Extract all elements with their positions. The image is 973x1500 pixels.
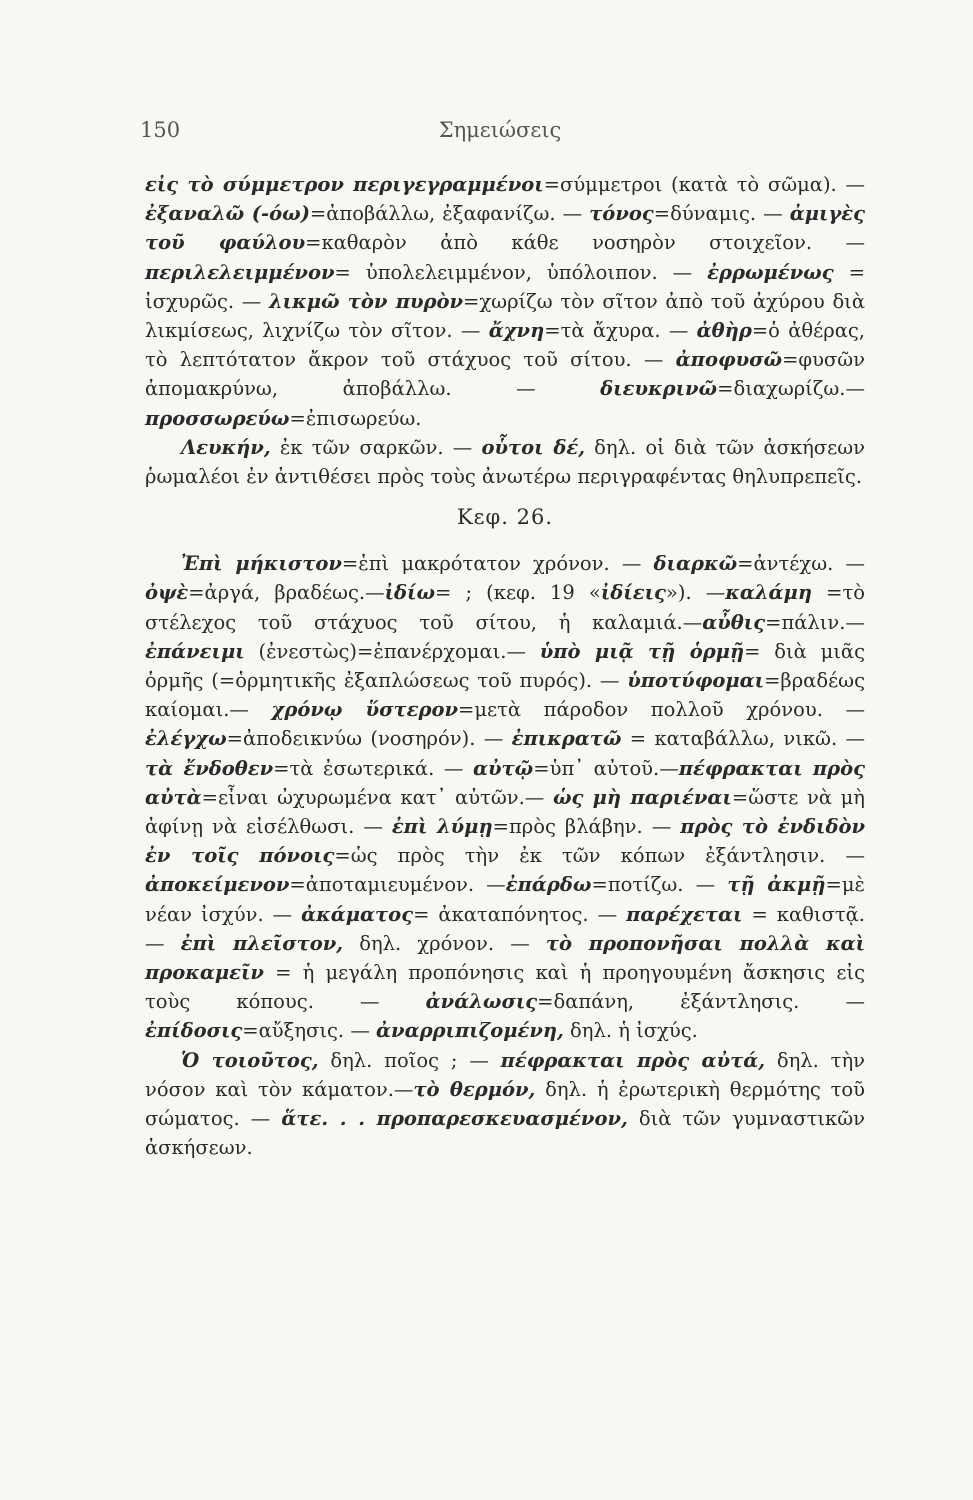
gloss: = ἡ μεγάλη προπόνησις καὶ ἡ προηγουμένη ἄσκησις εἰς τοὺς κόπους. — [145, 961, 865, 1014]
headword: ἀμιγὲς τοῦ φαύλου [145, 202, 866, 255]
gloss: =πάλιν.— [765, 610, 865, 634]
gloss: =ἐπὶ μακρότατον χρόνον. — [341, 552, 654, 576]
gloss: δηλ. ἡ ἰσχύς. [563, 1019, 698, 1043]
headword: ἐλέγχω [145, 727, 227, 751]
gloss: δηλ. ἡ ἐρωτερικὴ θερμότης τοῦ σώματος. — [145, 1077, 865, 1131]
gloss: = ἀκαταπόνητος. — [413, 902, 627, 926]
headword: πρὸς τὸ ἐνδιδὸν ἐν τοῖς πόνοις [145, 815, 866, 868]
gloss: =τὰ ἐσωτερικά. — [273, 756, 474, 780]
note-paragraph-2 [145, 433, 865, 491]
headword: ἐπὶ λύμῃ [391, 815, 493, 839]
headword: τὸ θερμόν, [413, 1077, 536, 1101]
gloss: δηλ. χρόνον. — [343, 931, 546, 955]
gloss: =ποτίζω. — [591, 873, 728, 897]
headword: ἐπάνειμι [145, 639, 245, 663]
headword: λικμῶ τὸν πυρὸν [268, 289, 464, 313]
gloss: =χωρίζω τὸν σῖτον ἀπὸ τοῦ ἀχύρου διὰ λικμίσεως, λιχνίζω τὸν σῖτον. — [145, 289, 865, 343]
gloss: =δαπάνη, ἐξάντλησις. — [537, 990, 866, 1014]
note-paragraph-4 [145, 1046, 865, 1163]
page-header [140, 118, 860, 148]
gloss: =διαχωρίζω.— [717, 377, 865, 401]
gloss: =βραδέως καίομαι.— [145, 669, 865, 722]
headword: χρόνῳ ὕστερον [271, 698, 458, 722]
headword: ὀψὲ [145, 581, 189, 605]
headword: ἰδίω [384, 581, 436, 605]
headword: εἰς τὸ σύμμετρον περιγεγραμμένοι [145, 173, 544, 196]
headword: ὡς μὴ παριέναι [552, 785, 732, 809]
gloss: δηλ. ποῖος ; — [318, 1048, 501, 1072]
gloss: (ἐνεστὼς)=ἐπανέρχομαι.— [244, 639, 540, 663]
headword: προσσωρεύω [145, 406, 290, 430]
gloss: =μετὰ πάροδον πολλοῦ χρόνου. — [458, 698, 865, 722]
gloss: ἐκ τῶν σαρκῶν. — [270, 435, 482, 459]
gloss: = καθιστᾷ. — [145, 902, 865, 955]
headword: διευκρινῶ [600, 377, 718, 401]
headword: τὸ προπονῆσαι πολλὰ καὶ προκαμεῖν [145, 931, 866, 985]
headword: οὗτοι δέ, [481, 435, 585, 459]
headword: τόνος [589, 202, 654, 226]
headword: τῇ ἀκμῇ [727, 873, 826, 897]
gloss: =ὑπ᾿ αὐτοῦ.— [533, 756, 679, 780]
headword: ἐπικρατῶ [511, 727, 622, 751]
gloss: =ἀποδεικνύω (νοσηρόν). — [226, 727, 512, 751]
gloss: =πρὸς βλάβην. — [492, 815, 681, 839]
notes-body [145, 170, 865, 1163]
gloss: =τὰ ἄχυρα. — [544, 319, 697, 343]
gloss: =ὡς πρὸς τὴν ἐκ τῶν κόπων ἐξάντλησιν. — [334, 844, 865, 868]
headword: πέφρακται πρὸς αὐτὰ [145, 756, 865, 809]
headword: τὰ ἔνδοθεν [145, 756, 274, 780]
gloss: = καταβάλλω, νικῶ. — [621, 727, 865, 751]
gloss: =ὥστε νὰ μὴ ἀφίνῃ νὰ εἰσέλθωσι. — [145, 785, 865, 839]
headword: ἐπίδοσις [145, 1019, 243, 1043]
headword: ἅτε. . . προπαρεσκευασμένον, [281, 1107, 628, 1131]
headword: Λευκήν, [181, 435, 271, 459]
chapter-heading: Κεφ. 26. [456, 505, 554, 530]
headword: ἀνάλωσις [425, 990, 538, 1014]
gloss: =δύναμις. — [653, 202, 790, 226]
headword: ἀποφυσῶ [675, 348, 783, 372]
headword: ἀθὴρ [696, 319, 752, 343]
gloss: =φυσῶν ἀπομακρύνω, ἀποβάλλω. — [145, 348, 865, 401]
headword: αὐτῷ [473, 756, 534, 780]
headword: ἰδίεις [600, 581, 666, 605]
gloss: =ἀποταμιευμένον. — [289, 873, 506, 897]
headword: ἐξαναλῶ (-όω) [145, 202, 310, 226]
gloss: =μὲ νέαν ἰσχύν. — [145, 873, 865, 926]
note-paragraph-3 [145, 549, 865, 1045]
gloss: = ἰσχυρῶς. — [145, 260, 865, 313]
gloss: διὰ τῶν γυμναστικῶν ἀσκήσεων. [145, 1107, 865, 1160]
headword: αὖθις [702, 610, 766, 634]
headword: ἐρρωμένως [707, 260, 834, 284]
headword: ἀποκείμενον [145, 873, 290, 897]
gloss: =ἀντέχω. — [737, 552, 865, 576]
headword: Ὁ τοιοῦτος, [181, 1048, 319, 1072]
headword: ἀναρριπιζομένη, [376, 1019, 564, 1043]
gloss: »). — [665, 581, 726, 605]
gloss: =εἶναι ὠχυρωμένα κατ᾿ αὐτῶν.— [201, 785, 553, 809]
gloss: =ὁ ἀθέρας, τὸ λεπτότατον ἄκρον τοῦ στάχυος τοῦ σίτου. — [145, 319, 865, 372]
gloss: = διὰ μιᾶς ὁρμῆς (=ὁρμητικῆς ἐξαπλώσεως τοῦ πυρός). — [145, 639, 865, 693]
gloss: δηλ. οἱ διὰ τῶν ἀσκήσεων ῥωμαλέοι ἐν ἀντιθέσει πρὸς τοὺς ἀνωτέρω περιγραφέντας θηλυπρεπεῖς. [145, 435, 865, 489]
headword: ὑπὸ μιᾷ τῇ ὁρμῇ [539, 639, 745, 663]
headword: παρέχεται [626, 902, 743, 926]
headword: ἀκάματος [301, 902, 414, 926]
headword: ἐπὶ πλεῖστον, [180, 931, 344, 955]
gloss: =ἀργά, βραδέως.— [188, 581, 385, 605]
gloss: =καθαρὸν ἀπὸ κάθε νοσηρὸν στοιχεῖον. — [305, 231, 865, 255]
running-title: Σημειώσεις [438, 118, 562, 142]
headword: περιλελειμμένον [145, 260, 335, 284]
gloss: δηλ. τὴν νόσον καὶ τὸν κάματον.— [145, 1048, 865, 1101]
headword: Ἐπὶ μήκιστον [181, 552, 342, 576]
headword: ὑποτύφομαι [627, 669, 765, 693]
gloss: = ; (κεφ. 19 « [435, 581, 601, 605]
gloss: =σύμμετροι (κατὰ τὸ σῶμα). — [543, 173, 865, 196]
gloss: =αὔξησις. — [242, 1019, 377, 1043]
gloss: =τὸ στέλεχος τοῦ στάχυος τοῦ σίτου, ἡ καλαμιά.— [145, 581, 865, 634]
headword: καλάμη [725, 581, 813, 605]
headword: ἄχνη [488, 319, 545, 343]
gloss: = ὑπολελειμμένον, ὑπόλοιπον. — [334, 260, 708, 284]
headword: πέφρακται πρὸς αὐτά, [500, 1048, 766, 1072]
headword: ἐπάρδω [505, 873, 592, 897]
note-paragraph-1 [145, 170, 865, 433]
page-number: 150 [140, 118, 181, 142]
headword: διαρκῶ [653, 552, 738, 576]
gloss: =ἀποβάλλω, ἐξαφανίζω. — [309, 202, 590, 226]
gloss: =ἐπισωρεύω. [289, 406, 422, 430]
